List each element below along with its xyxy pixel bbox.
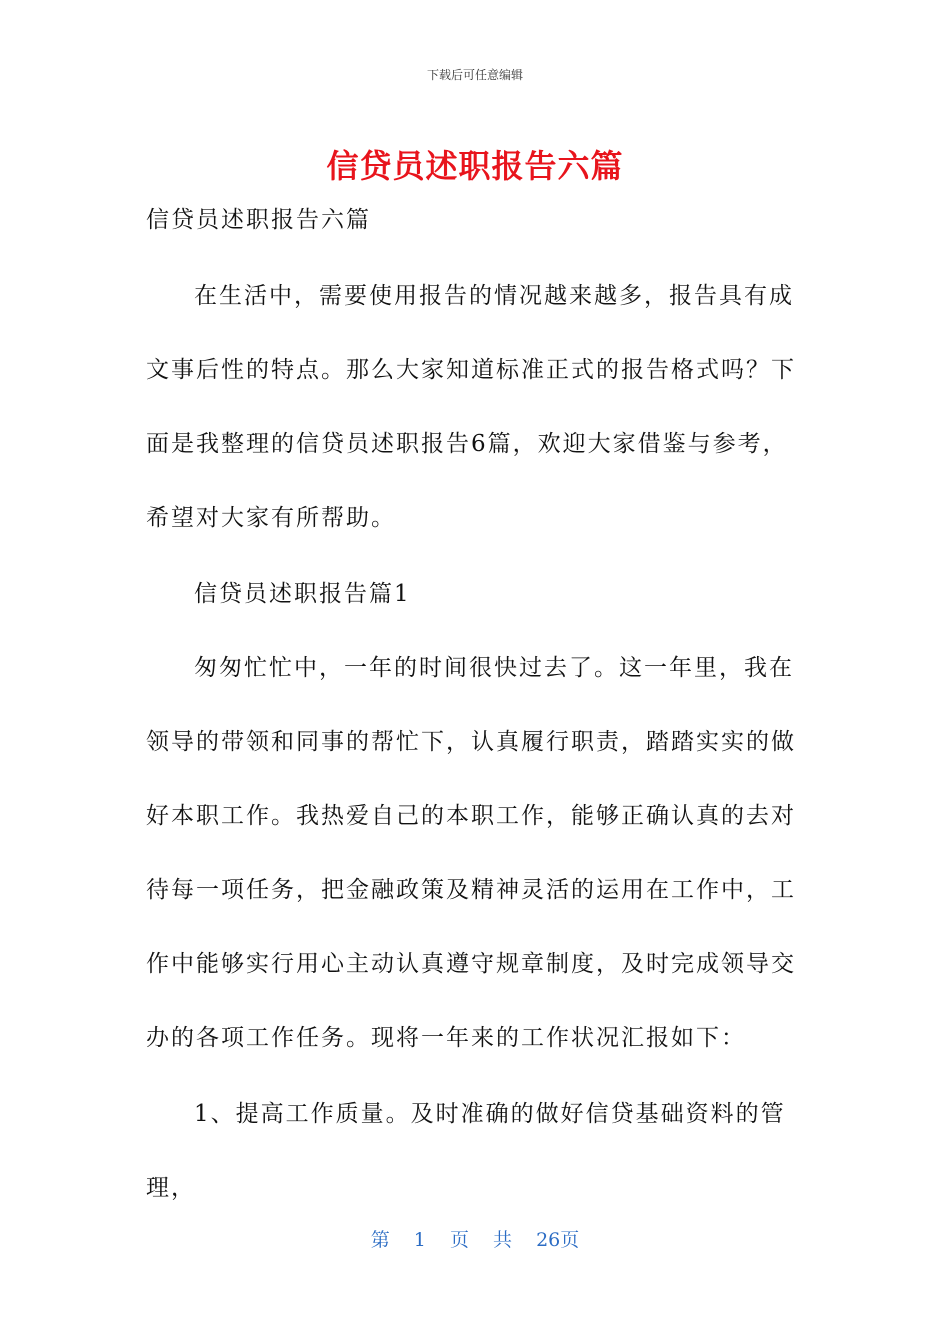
footer-total-pages: 26页	[536, 1229, 580, 1251]
document-title: 信贷员述职报告六篇	[326, 147, 624, 185]
paragraph-intro: 在生活中，需要使用报告的情况越来越多，报告具有成文事后性的特点。那么大家知道标准正式的报告格式吗？下面是我整理的信贷员述职报告6篇，欢迎大家借鉴与参考，希望对大家有所帮助。	[146, 283, 796, 531]
footer-label-page: 第	[370, 1229, 390, 1251]
paragraph-body: 匆匆忙忙中，一年的时间很快过去了。这一年里，我在领导的带领和同事的帮忙下，认真履行职责，踏踏实实的做好本职工作。我热爱自己的本职工作，能够正确认真的去对待每一项任务，把金融政策及精神灵活的运用在工作中，工作中能够实行用心主动认真遵守规章制度，及时完成领导交办的各项工作任务。现将一年来的工作状况汇报如下：	[146, 655, 796, 1051]
footer-label-total: 共	[493, 1229, 513, 1251]
page-footer	[0, 1225, 950, 1252]
section-heading: 信贷员述职报告篇1	[194, 581, 411, 607]
header-note: 下载后可任意编辑	[426, 68, 523, 82]
footer-current-page: 1	[413, 1229, 426, 1251]
paragraph-item-1: 1、提高工作质量。及时准确的做好信贷基础资料的管理，	[146, 1101, 786, 1201]
footer-label-of: 页	[449, 1229, 469, 1251]
document-subtitle: 信贷员述职报告六篇	[146, 207, 371, 233]
